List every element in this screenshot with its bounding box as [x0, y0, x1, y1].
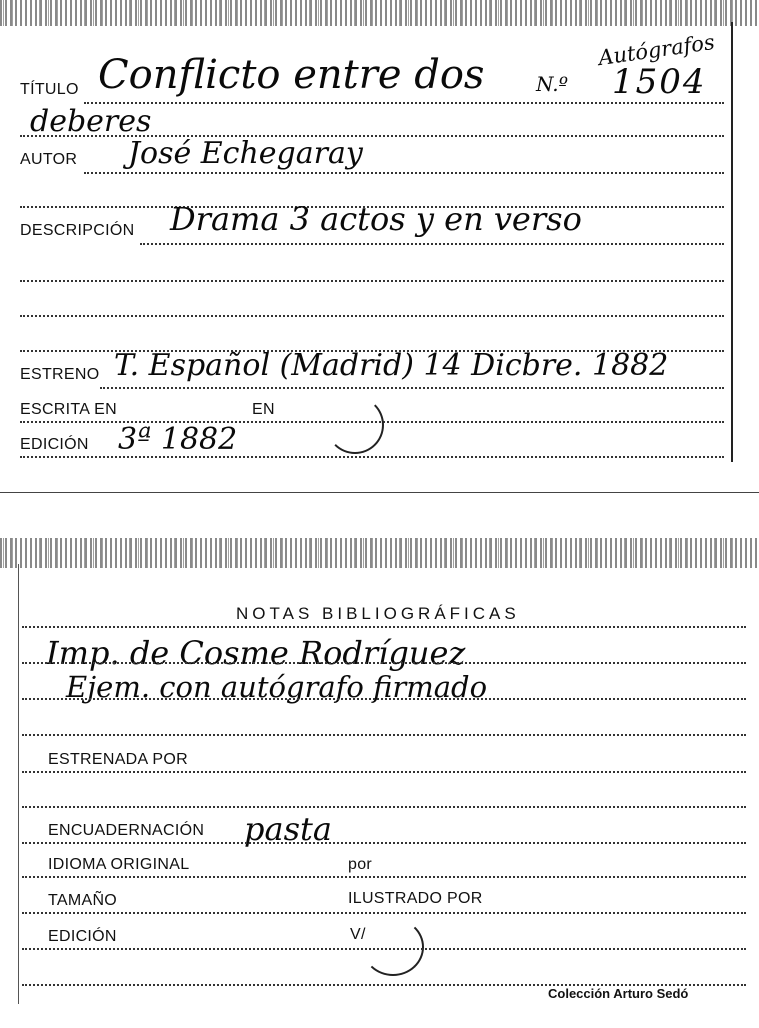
idioma-original-label: IDIOMA ORIGINAL [48, 856, 190, 873]
edicion-value: 3ª 1882 [118, 422, 238, 457]
encuadernacion-value: pasta [244, 810, 332, 848]
blank-line [22, 806, 746, 808]
edicion-line [20, 456, 724, 458]
torn-top-edge [0, 0, 759, 26]
notes-line-1: Imp. de Cosme Rodríguez [46, 634, 466, 672]
titulo-line [84, 102, 724, 104]
escrita-en-secondary-label: EN [252, 401, 275, 418]
estreno-line [100, 387, 724, 389]
encuadernacion-line [22, 842, 746, 844]
autor-label: AUTOR [20, 151, 78, 168]
estrenada-por-label: ESTRENADA POR [48, 751, 188, 768]
descripcion-line [140, 243, 724, 245]
estreno-value: T. Español (Madrid) 14 Dicbre. 1882 [114, 348, 669, 383]
notes-underline-1 [22, 662, 746, 664]
notes-underline-2 [22, 698, 746, 700]
seal-stamp-back [362, 918, 424, 976]
heading-line [22, 626, 746, 628]
corner-note: Autógrafos [596, 29, 717, 71]
titulo-label: TÍTULO [20, 81, 79, 98]
titulo-line-2 [20, 135, 724, 137]
edicion-back-line [22, 948, 746, 950]
escrita-en-label: ESCRITA EN [20, 401, 117, 418]
autor-value: José Echegaray [128, 136, 363, 171]
blank-line-3 [20, 315, 724, 317]
collection-credit: Colección Arturo Sedó [548, 986, 689, 1001]
autor-line [84, 172, 724, 174]
titulo-value: Conflicto entre dos [98, 52, 485, 98]
blank-line-2 [20, 280, 724, 282]
seal-stamp [326, 396, 384, 454]
notes-underline-3 [22, 734, 746, 736]
number-value: 1504 [612, 62, 707, 102]
torn-top-edge [0, 538, 759, 568]
notas-heading: NOTAS BIBLIOGRÁFICAS [236, 604, 520, 623]
estreno-label: ESTRENO [20, 366, 100, 383]
descripcion-label: DESCRIPCIÓN [20, 222, 135, 239]
tamano-line [22, 912, 746, 914]
estrenada-por-line [22, 771, 746, 773]
descripcion-value: Drama 3 actos y en verso [170, 200, 582, 238]
number-label: N.º [536, 72, 568, 96]
card-divider [0, 492, 759, 493]
titulo-value-continued: deberes [30, 104, 152, 139]
card-left-border [18, 564, 19, 1004]
ilustrado-por-label: ILUSTRADO POR [348, 890, 483, 907]
notes-line-2: Ejem. con autógrafo firmado [66, 670, 488, 704]
v-label: V/ [350, 926, 366, 943]
por-label: por [348, 856, 373, 873]
edicion-back-label: EDICIÓN [48, 928, 117, 945]
catalog-card-back [0, 538, 759, 1028]
edicion-label: EDICIÓN [20, 436, 89, 453]
card-right-border [731, 22, 733, 462]
tamano-label: TAMAÑO [48, 892, 118, 909]
encuadernacion-label: ENCUADERNACIÓN [48, 822, 205, 839]
idioma-original-line [22, 876, 746, 878]
catalog-card-front [0, 0, 759, 492]
